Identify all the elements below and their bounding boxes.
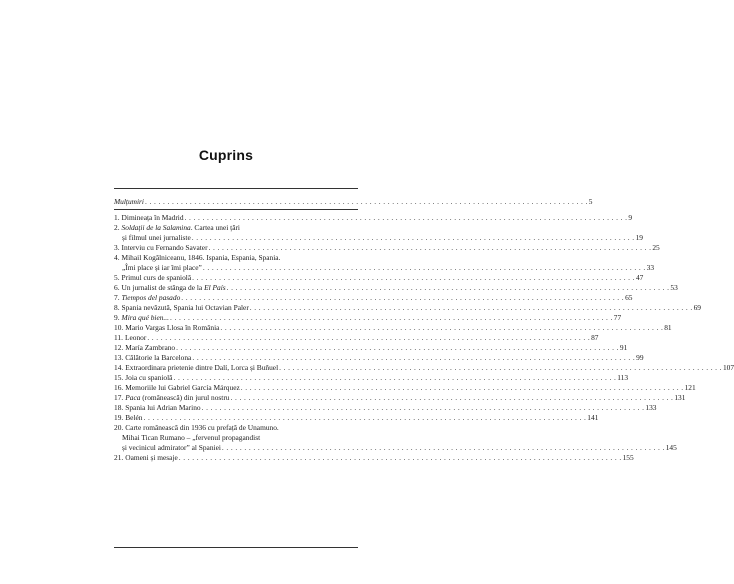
toc-entry-title: Călătorie la Barcelona bbox=[125, 352, 192, 362]
toc-entry-line bbox=[114, 392, 686, 403]
toc-entry[interactable] bbox=[114, 352, 644, 363]
toc-entry[interactable] bbox=[114, 302, 701, 313]
toc-entry-title: Tiempos del pasado bbox=[121, 292, 181, 302]
toc-entry-page: 87 bbox=[591, 332, 599, 342]
toc-entry-title: Joia cu spaniolă bbox=[125, 372, 173, 382]
table-of-contents bbox=[114, 197, 734, 463]
leader-dots bbox=[227, 283, 670, 293]
leader-dots bbox=[209, 243, 652, 253]
toc-entry[interactable] bbox=[114, 222, 643, 243]
toc-entry[interactable] bbox=[114, 252, 655, 273]
leader-dots bbox=[176, 343, 619, 353]
toc-entry-line bbox=[114, 223, 358, 233]
toc-entry-page: 33 bbox=[646, 262, 655, 272]
toc-entry-page: 19 bbox=[635, 232, 643, 242]
toc-entry-number: 6. bbox=[114, 282, 120, 292]
toc-entry-line bbox=[114, 452, 634, 463]
toc-entry-number: 14. bbox=[114, 362, 124, 372]
leader-dots bbox=[250, 303, 693, 313]
toc-entry-number: 15. bbox=[114, 372, 124, 382]
toc-entry-page: 69 bbox=[693, 302, 701, 312]
toc-entry-page: 99 bbox=[636, 352, 644, 362]
leader-dots bbox=[144, 413, 587, 423]
leader-dots bbox=[203, 263, 646, 273]
toc-entry-line bbox=[114, 442, 677, 453]
leader-dots bbox=[220, 323, 663, 333]
toc-entry-title: Mihai Tican Rumano – „fervenul propagandist bbox=[122, 432, 261, 442]
toc-entry-page: 133 bbox=[645, 402, 657, 412]
toc-entry-page: 9 bbox=[628, 212, 633, 222]
toc-entry-page: 145 bbox=[665, 442, 677, 452]
toc-entry-number: 1. bbox=[114, 212, 120, 222]
leader-dots bbox=[222, 443, 665, 453]
leader-dots bbox=[192, 233, 635, 243]
toc-entry[interactable] bbox=[114, 242, 660, 253]
toc-entry[interactable] bbox=[114, 332, 599, 343]
toc-entry-number: 13. bbox=[114, 352, 124, 362]
toc-entry[interactable] bbox=[114, 292, 633, 303]
leader-dots bbox=[170, 313, 613, 323]
toc-entry-number: 7. bbox=[114, 292, 120, 302]
toc-entry-title: Extraordinara prietenie dintre Dalí, Lorca și Buñuel bbox=[125, 362, 279, 372]
leader-dots bbox=[231, 393, 674, 403]
toc-entry-line bbox=[114, 402, 657, 413]
toc-entry[interactable] bbox=[114, 212, 633, 223]
toc-entry-line bbox=[114, 262, 655, 273]
toc-entry-line bbox=[114, 352, 644, 363]
toc-entry[interactable] bbox=[114, 422, 677, 453]
toc-entry-title: Leonor bbox=[124, 332, 147, 342]
toc-entry-page: 91 bbox=[619, 342, 628, 352]
toc-entry-number: 12. bbox=[114, 342, 124, 352]
leader-dots bbox=[185, 213, 628, 223]
toc-entry-title: Mulțumiri bbox=[114, 197, 144, 206]
toc-entry-line bbox=[114, 372, 629, 383]
toc-entry-number: 20. bbox=[114, 422, 124, 432]
toc-entry[interactable] bbox=[114, 452, 634, 463]
leader-dots bbox=[181, 293, 624, 303]
toc-entry-title: Memoriile lui Gabriel García Márquez bbox=[125, 382, 240, 392]
toc-entry-line bbox=[114, 382, 696, 393]
toc-entry-title: Paca (românească) din jurul nostru bbox=[125, 392, 230, 402]
toc-entry-title: Mihail Kogălniceanu, 1846. Ispania, Espania, Spania. bbox=[121, 252, 281, 262]
leader-dots bbox=[279, 363, 722, 373]
toc-entry-number: 16. bbox=[114, 382, 124, 392]
toc-entry[interactable] bbox=[114, 372, 629, 383]
toc-entry-page: 155 bbox=[622, 452, 634, 462]
toc-entry-number: 4. bbox=[114, 252, 120, 262]
toc-entry-line bbox=[114, 342, 628, 353]
leader-dots bbox=[173, 373, 616, 383]
toc-entry-line bbox=[114, 322, 672, 333]
toc-entry-line bbox=[114, 282, 678, 293]
toc-entry-title: „Îmi place și iar îmi place” bbox=[122, 262, 202, 272]
toc-entry-title: Mario Vargas Llosa în România bbox=[125, 322, 220, 332]
toc-entry[interactable] bbox=[114, 312, 622, 323]
toc-entry-title: Spania lui Adrian Marino bbox=[125, 402, 201, 412]
toc-entry-number: 19. bbox=[114, 412, 124, 422]
toc-entry-number: 11. bbox=[114, 332, 123, 342]
leader-dots bbox=[241, 383, 684, 393]
toc-entry-page: 113 bbox=[617, 372, 629, 382]
toc-entry-page: 141 bbox=[587, 412, 599, 422]
toc-entry-page: 77 bbox=[613, 312, 622, 322]
toc-entry-number: 21. bbox=[114, 452, 124, 462]
toc-entry-line bbox=[114, 212, 633, 223]
toc-entry[interactable] bbox=[114, 402, 657, 413]
toc-entry[interactable] bbox=[114, 197, 593, 207]
toc-entry-line bbox=[114, 253, 358, 263]
top-rule bbox=[114, 188, 358, 189]
toc-entry-page: 25 bbox=[652, 242, 660, 252]
toc-entry-title: Spania nevăzută, Spania lui Octavian Paler bbox=[121, 302, 249, 312]
toc-entry[interactable] bbox=[114, 362, 734, 373]
toc-entry-page: 65 bbox=[625, 292, 633, 302]
toc-entry[interactable] bbox=[114, 322, 672, 333]
toc-entry[interactable] bbox=[114, 382, 696, 393]
toc-entry-title: și vecinicul admirator” al Spaniei bbox=[122, 442, 221, 452]
toc-entry-number: 2. bbox=[114, 222, 120, 232]
leader-dots bbox=[179, 453, 622, 463]
toc-entry-page: 47 bbox=[635, 272, 644, 282]
bottom-rule bbox=[114, 547, 358, 548]
toc-entry-title: Primul curs de spaniolă bbox=[121, 272, 192, 282]
toc-entry-number: 9. bbox=[114, 312, 120, 322]
toc-entry-line bbox=[114, 412, 599, 423]
toc-entry-line bbox=[114, 232, 643, 243]
toc-entry-page: 107 bbox=[722, 362, 734, 372]
toc-entry-line bbox=[114, 362, 734, 373]
page-title: Cuprins bbox=[198, 147, 254, 163]
toc-entry-line bbox=[114, 242, 660, 253]
toc-entry-line bbox=[114, 272, 644, 283]
toc-entry-line bbox=[114, 312, 622, 323]
toc-entry-number: 5. bbox=[114, 272, 120, 282]
toc-entry-line bbox=[114, 423, 358, 433]
toc-entry-page: 5 bbox=[588, 197, 593, 206]
toc-entry-line bbox=[114, 433, 358, 443]
leader-dots bbox=[147, 333, 590, 343]
toc-entry-title: și filmul unei jurnaliste bbox=[122, 232, 191, 242]
toc-entry-page: 53 bbox=[670, 282, 678, 292]
toc-entry-page: 121 bbox=[684, 382, 696, 392]
toc-entry-number: 10. bbox=[114, 322, 124, 332]
leader-dots bbox=[192, 273, 635, 283]
leader-dots bbox=[192, 353, 635, 363]
toc-entry-title: Carte românească din 1936 cu prefață de Unamuno. bbox=[125, 422, 279, 432]
toc-entry-title: Belén bbox=[125, 412, 143, 422]
toc-entry-title: María Zambrano bbox=[125, 342, 176, 352]
toc-entry-title: Oameni și mesaje bbox=[125, 452, 178, 462]
toc-entry-title: Mira qué bien... bbox=[121, 312, 169, 322]
toc-entry-line bbox=[114, 197, 593, 207]
toc-entry-page: 131 bbox=[674, 392, 686, 402]
leader-dots bbox=[202, 403, 645, 413]
toc-entry-line bbox=[114, 292, 633, 303]
toc-entry-number: 17. bbox=[114, 392, 124, 402]
toc-entry-title: Un jurnalist de stânga de la El País bbox=[121, 282, 226, 292]
toc-entry-line bbox=[114, 302, 701, 313]
toc-entry[interactable] bbox=[114, 272, 644, 283]
toc-entry-number: 3. bbox=[114, 242, 120, 252]
toc-entry-number: 18. bbox=[114, 402, 124, 412]
toc-entry[interactable] bbox=[114, 392, 686, 403]
toc-entry-title: Dimineața în Madrid bbox=[121, 212, 184, 222]
toc-entry-line bbox=[114, 332, 599, 343]
toc-entry-page: 81 bbox=[664, 322, 672, 332]
toc-entry[interactable] bbox=[114, 342, 628, 353]
toc-entry-number: 8. bbox=[114, 302, 120, 312]
toc-entry-title: Interviu cu Fernando Savater bbox=[121, 242, 208, 252]
leader-dots bbox=[145, 197, 588, 207]
toc-entry-title: Soldații de la Salamina. Cartea unei țări bbox=[121, 222, 240, 232]
toc-entry[interactable] bbox=[114, 412, 599, 423]
toc-entry[interactable] bbox=[114, 282, 678, 293]
